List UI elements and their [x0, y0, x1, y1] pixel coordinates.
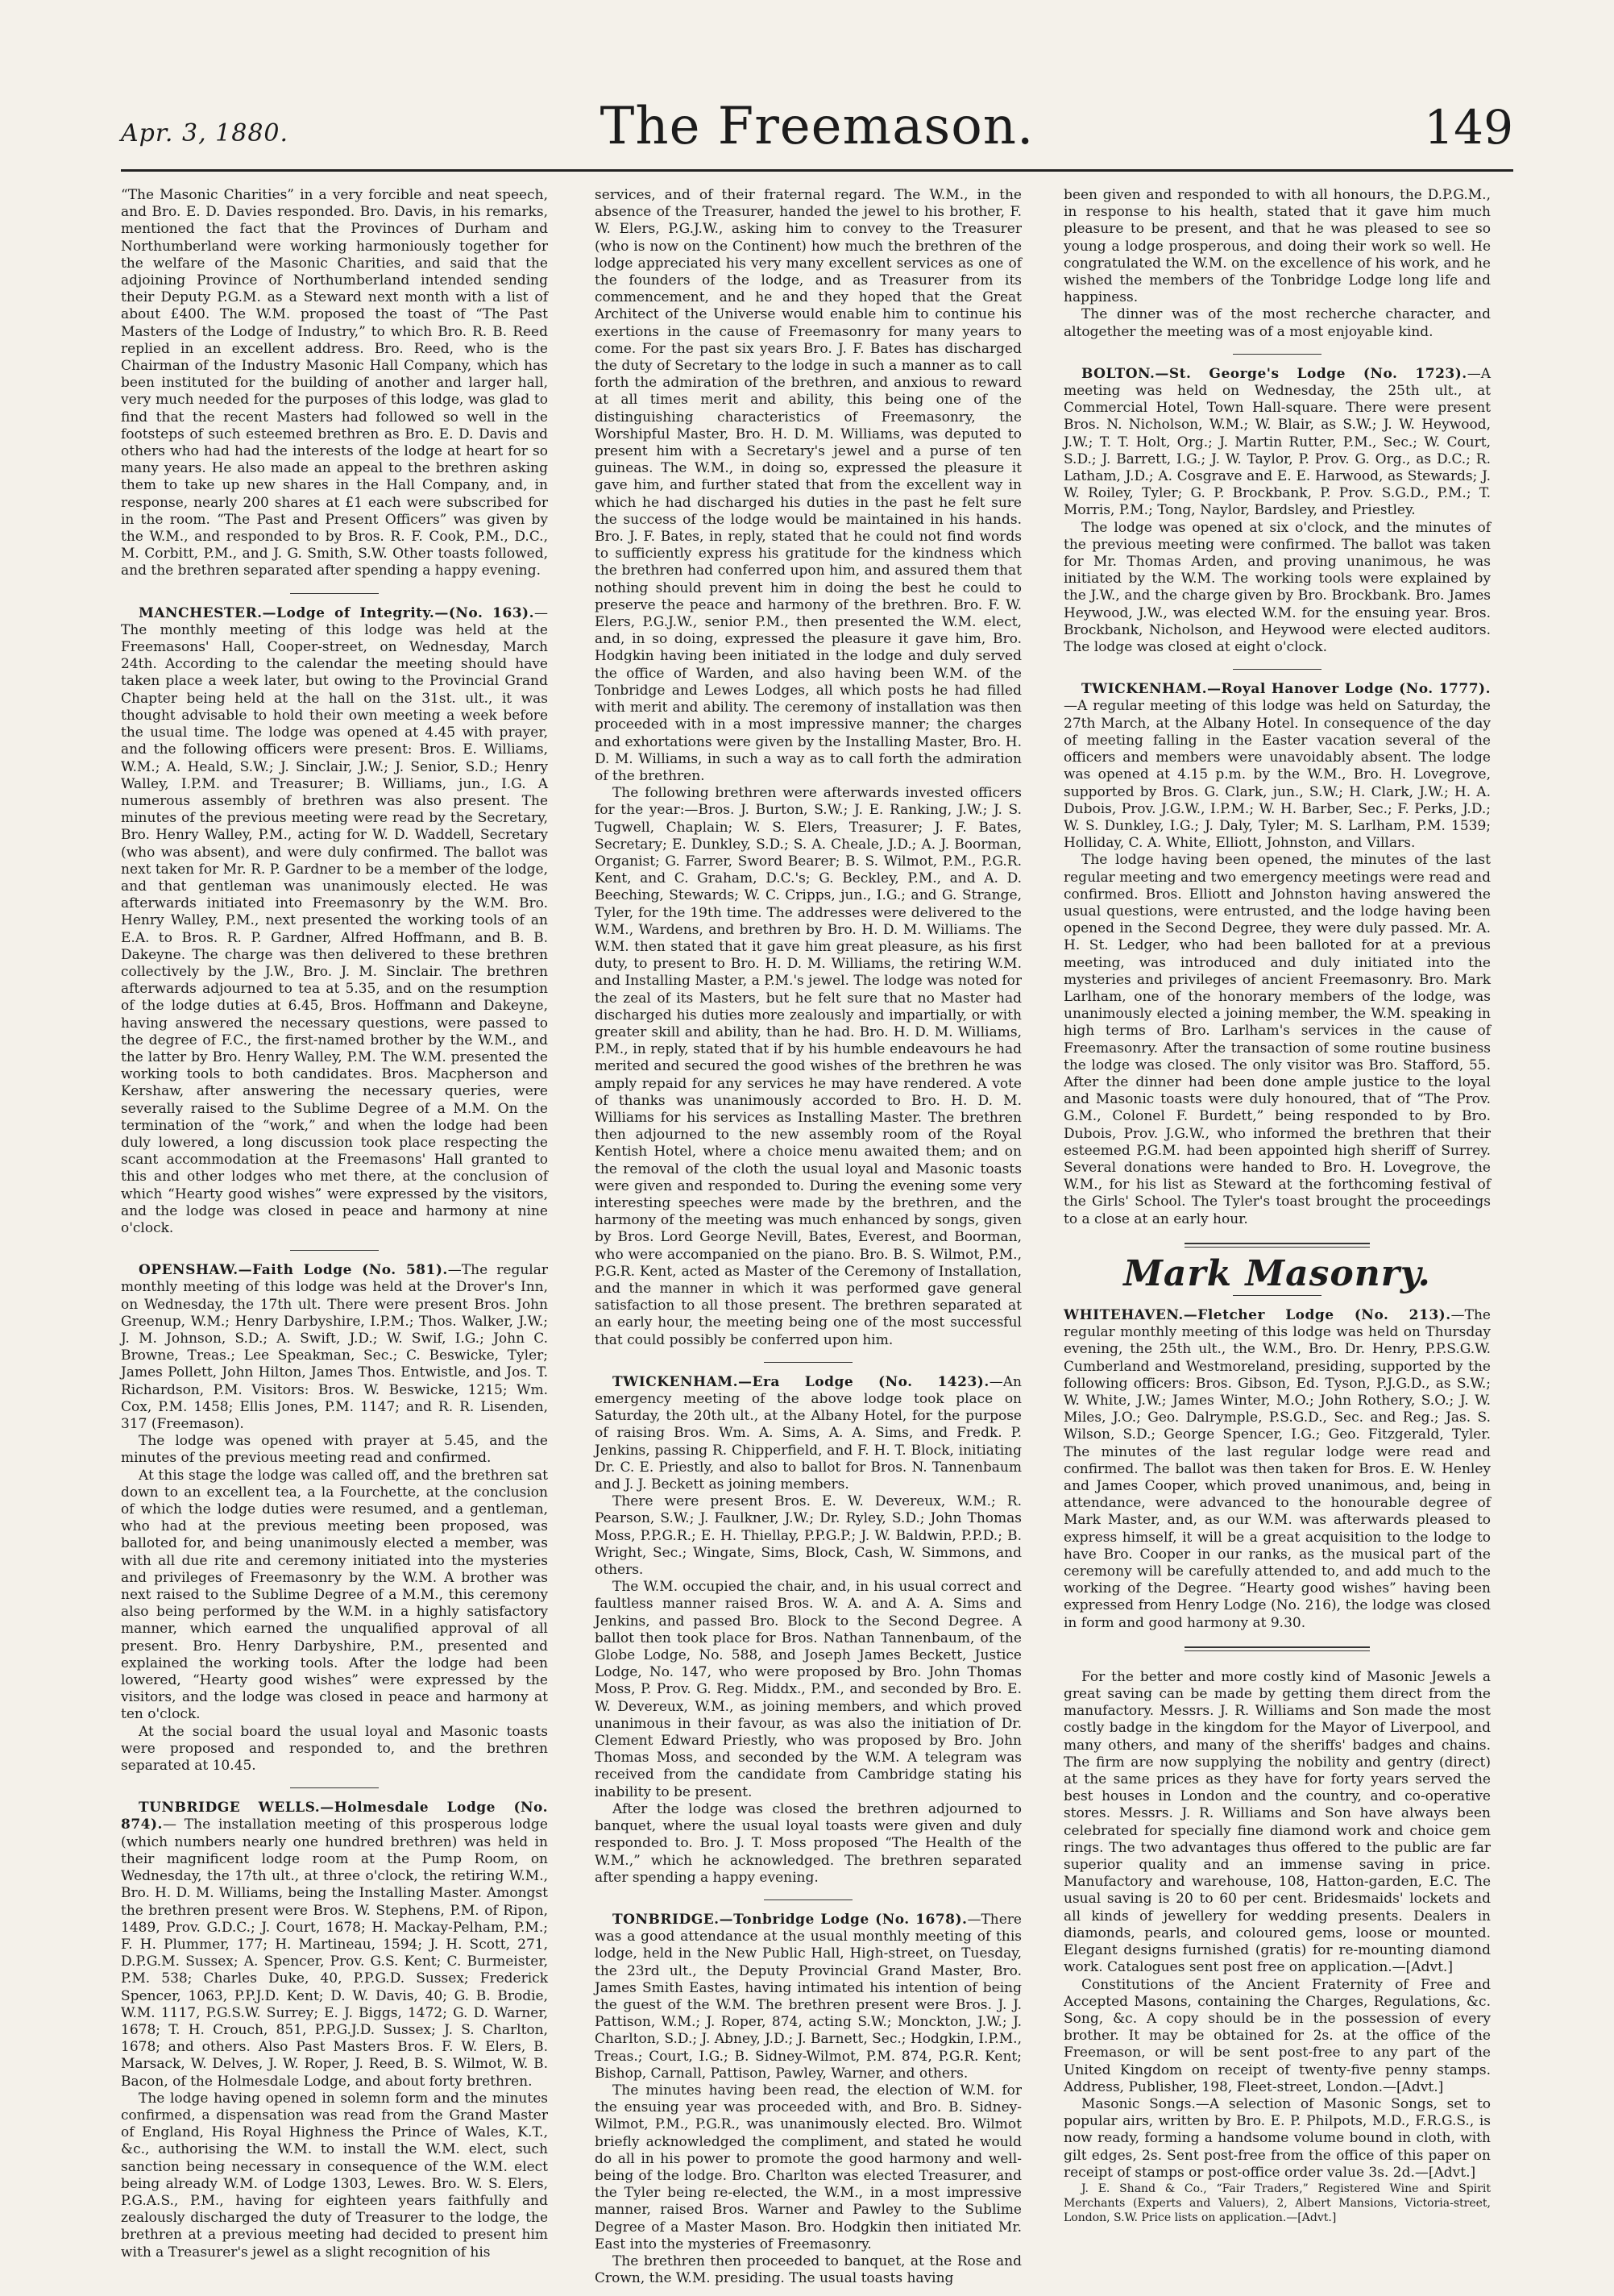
masthead-rule — [121, 169, 1513, 172]
article-text: The brethren then proceeded to banquet, at the Rose and Crown, the W.M. presiding. The usual toasts having — [595, 2252, 1022, 2287]
article-paragraph — [1064, 1977, 1491, 2096]
article-text: Constitutions of the Ancient Fraternity of Free and Accepted Masons, containing the Charges, Regulations, &c. Song, &c. A copy should be in the possession of every brother. It may be obtained for 2s. at the office of the Freemason, or will be sent post-free to any part of the United Kingdom on receipt of twenty-five penny stamps. Address, Publisher, 198, Fleet-street, London.—[Advt.] — [1064, 1976, 1491, 2095]
section-rule — [1233, 354, 1321, 355]
article-text: The minutes having been read, the election of W.M. for the ensuing year was proceeded with, and Bro. B. Sidney-Wilmot, P.M., P.G.R., was unanimously elected. Bro. Wilmot briefly acknowledged the compliment, and stated he would do all in his power to promote the good harmony and well-being of the lodge. Bro. Charlton was elected Treasurer, and the Tyler being re-elected, the W.M., in a most impressive manner, raised Bros. Warner and Pawley to the Sublime Degree of a Master Mason. Bro. Hodgkin then initiated Mr. East into the mysteries of Freemasonry. — [595, 2082, 1022, 2252]
article-paragraph — [121, 605, 548, 1238]
article-paragraph — [595, 1801, 1022, 1887]
column-3 — [1064, 187, 1491, 2250]
column-1 — [121, 187, 548, 2261]
article-text: —A regular meeting of this lodge was held on Saturday, the 27th March, at the Albany Hotel. In consequence of the day of meeting falling in the Easter vacation several of the officers and members were unavoidably absent. The lodge was opened at 4.15 p.m. by the W.M., Bro. H. Lovegrove, supported by Bros. G. Clark, jun., S.W.; H. Clark, J.W.; H. A. Dubois, Prov. J.G.W., I.P.M.; W. H. Barber, Sec.; F. Perks, J.D.; W. S. Dunkley, I.G.; J. Daly, Tyler; M. S. Larlham, P.M. 1539; Holliday, C. A. White, Elliott, Johnston, and Villars. — [1064, 698, 1491, 852]
article-heading: TONBRIDGE.—Tonbridge Lodge (No. 1678). — [612, 1911, 968, 1928]
article-paragraph — [595, 1579, 1022, 1801]
article-text: After the lodge was closed the brethren adjourned to banquet, where the usual loyal toasts were given and duly responded to. Bro. J. T. Moss proposed “The Health of the W.M.,” which he acknowledged. The brethren separated after spending a happy evening. — [595, 1800, 1022, 1886]
article-heading: TWICKENHAM.—Era Lodge (No. 1423). — [612, 1373, 990, 1390]
section-rule — [1233, 1295, 1321, 1296]
article-text: —There was a good attendance at the usual monthly meeting of this lodge, held in the New Public Hall, High-street, on Tuesday, the 23rd ult., the Deputy Provincial Grand Master, Bro. James Smith Eastes, having intimated his intention of being the guest of the W.M. The brethren present were Bros. J. J. Pattison, W.M.; J. Roper, 874, acting S.W.; Monckton, J.W.; J. Charlton, S.D.; J. Abney, J.D.; J. Barnett, Sec.; Hodgkin, I.P.M., Treas.; Court, I.G.; B. Sidney-Wilmot, P.M. 874, P.G.R. Kent; Bishop, Carnall, Pattison, Pawley, Warner, and others. — [595, 1911, 1022, 2082]
article-paragraph — [121, 2090, 548, 2261]
section-rule — [764, 1899, 853, 1900]
article-text: The lodge was opened at six o'clock, and the minutes of the previous meeting were confirmed. The ballot was taken for Mr. Thomas Arden, and proving unanimous, he was initiated by the W.M. The working tools were explained by the J.W., and the charge given by Bro. Brockbank. Bro. James Heywood, J.W., was elected W.M. for the ensuing year. Bros. Brockbank, Nicholson, and Heywood were elected auditors. The lodge was closed at eight o'clock. — [1064, 519, 1491, 656]
article-text: At this stage the lodge was called off, and the brethren sat down to an excellent tea, a la Fourchette, at the conclusion of which the lodge duties were resumed, and a gentleman, who had at the previous meeting been proposed, was balloted for, and being unanimously elected a member, was with all due rite and ceremony initiated into the mysteries and privileges of Freemasonry by the W.M. A brother was next raised to the Sublime Degree of a M.M., this ceremony also being performed by the W.M. in a highly satisfactory manner, which earned the unqualified approval of all present. Bro. Henry Darbyshire, P.M., presented and explained the working tools. After the lodge had been lowered, “Hearty good wishes” were expressed by the visitors, and the lodge was closed in peace and harmony at ten o'clock. — [121, 1467, 548, 1723]
section-double-rule — [1185, 1646, 1370, 1651]
article-heading: MANCHESTER.—Lodge of Integrity.—(No. 163). — [139, 604, 534, 621]
article-text: The lodge was opened with prayer at 5.45, and the minutes of the previous meeting read and confirmed. — [121, 1433, 548, 1467]
section-rule — [764, 1362, 853, 1363]
article-heading: WHITEHAVEN.—Fletcher Lodge (No. 213). — [1064, 1306, 1451, 1323]
masthead — [121, 97, 1513, 156]
page-number: 149 — [1424, 100, 1513, 155]
article-text: —An emergency meeting of the above lodge took place on Saturday, the 20th ult., at the Albany Hotel, for the purpose of raising Bros. Wm. A. Sims, A. A. Sims, and Fredk. P. Jenkins, passing R. Chipperfield, and F. H. T. Block, initiating Dr. C. E. Priestly, and also to ballot for Bros. N. Tannenbaum and J. J. Beckett as joining members. — [595, 1373, 1022, 1493]
section-rule — [290, 593, 379, 594]
article-paragraph — [121, 1433, 548, 1467]
article-paragraph — [595, 1374, 1022, 1493]
article-paragraph — [1064, 681, 1491, 852]
article-text: — The installation meeting of this prosperous lodge (which numbers nearly one hundred brethren) was held in their magnificent lodge room at the Pump Room, on Wednesday, the 17th ult., at three o'clock, the retiring W.M., Bro. H. D. M. Williams, being the Installing Master. Amongst the brethren present were Bros. W. Stephens, P.M. of Ripon, 1489, Prov. G.D.C.; J. Court, 1678; H. Mackay-Pelham, P.M.; F. H. Plummer, 177; H. Martineau, 1594; J. H. Scott, 271, D.P.G.M. Sussex; A. Spencer, Prov. G.S. Kent; C. Burmeister, P.M. 538; Charles Duke, 40, P.P.G.D. Sussex; Frederick Spencer, 1063, P.P.J.D. Kent; D. W. Davis, 40; G. B. Brodie, W.M. 1117, P.G.S.W. Surrey; E. J. Biggs, 1472; G. D. Warner, 1678; T. H. Crouch, 851, P.P.G.J.D. Sussex; J. S. Charlton, 1678; and others. Also Past Masters Bros. F. W. Elers, B. Marsack, W. Delves, J. W. Roper, J. Reed, B. S. Wilmot, W. B. Bacon, of the Holmesdale Lodge, and about forty brethren. — [121, 1816, 548, 2090]
article-paragraph — [1064, 366, 1491, 520]
article-paragraph — [595, 1912, 1022, 2082]
article-text: The dinner was of the most recherche character, and altogether the meeting was of a most enjoyable kind. — [1064, 306, 1491, 340]
article-text: At the social board the usual loyal and Masonic toasts were proposed and responded to, and the brethren separated at 10.45. — [121, 1723, 548, 1775]
article-paragraph — [1064, 1307, 1491, 1632]
article-paragraph — [121, 1468, 548, 1724]
article-text: —The monthly meeting of this lodge was held at the Freemasons' Hall, Cooper-street, on Wednesday, March 24th. According to the calendar the meeting should have taken place a week later, but owing to the Provincial Grand Chapter being held at the hall on the 31st. ult., it was thought advisable to hold their own meeting a week before the usual time. The lodge was opened at 4.45 with prayer, and the following officers were present: Bros. E. Williams, W.M.; A. Heald, S.W.; J. Sinclair, J.W.; J. Senior, S.D.; Henry Walley, I.P.M. and Treasurer; B. Williams, jun., I.G. A numerous assembly of brethren was also present. The minutes of the previous meeting were read by the Secretary, Bro. Henry Walley, P.M., acting for W. D. Waddell, Secretary (who was absent), and were duly confirmed. The ballot was next taken for Mr. R. P. Gardner to be a member of the lodge, and that gentleman was unanimously elected. He was afterwards initiated into Freemasonry by the W.M. Bro. Henry Walley, P.M., next presented the working tools of an E.A. to Bros. R. P. Gardner, Alfred Hoffmann, and B. B. Dakeyne. The charge was then delivered to these brethren collectively by the J.W., Bro. J. M. Sinclair. The brethren afterwards adjourned to tea at 5.35, and on the resumption of the lodge duties at 6.45, Bros. Hoffmann and Dakeyne, having answered the necessary questions, were passed to the degree of F.C., the first-named brother by the W.M., and the latter by Bro. Henry Walley, P.M. The W.M. presented the working tools to both candidates. Bros. Macpherson and Kershaw, after answering the necessary queries, were severally raised to the Sublime Degree of a M.M. On the termination of the “work,” and when the lodge had been duly lowered, a long discussion took place respecting the scant accommodation at the Freemasons' Hall granted to this and other lodges who met there, at the conclusion of which “Hearty good wishes” were expressed by the visitors, and the lodge was closed in peace and harmony at nine o'clock. — [121, 604, 548, 1236]
article-paragraph — [121, 187, 548, 580]
section-double-rule — [1185, 1243, 1370, 1248]
article-paragraph — [1064, 2096, 1491, 2182]
article-text: There were present Bros. E. W. Devereux, W.M.; R. Pearson, S.W.; J. Faulkner, J.W.; Dr. Ryley, S.D.; John Thomas Moss, P.P.G.R.; E. H. Thiellay, P.P.G.P.; J. W. Baldwin, P.P.D.; B. Wright, Sec.; Wingate, Sims, Block, Cash, W. Simmons, and others. — [595, 1493, 1022, 1579]
article-heading: OPENSHAW.—Faith Lodge (No. 581). — [139, 1262, 448, 1279]
article-paragraph — [1064, 187, 1491, 306]
article-text: The following brethren were afterwards invested officers for the year:—Bros. J. Burton, S.W.; J. E. Ranking, J.W.; J. S. Tugwell, Chaplain; W. S. Elers, Treasurer; J. F. Bates, Secretary; E. Dunkley, S.D.; S. A. Cheale, J.D.; A. J. Boorman, Organist; G. Farrer, Sword Bearer; B. S. Wilmot, P.M., P.G.R. Kent, and C. Graham, D.C.'s; G. Beckley, P.M., and A. D. Beeching, Stewards; W. C. Cripps, jun., I.G.; and G. Strange, Tyler, for the 19th time. The addresses were delivered to the W.M., Wardens, and brethren by Bro. H. D. M. Williams. The W.M. then stated that it gave him great pleasure, as his first duty, to present to Bro. H. D. M. Williams, the retiring W.M. and Installing Master, a P.M.'s jewel. The lodge was noted for the zeal of its Masters, but he felt sure that no Master had discharged his duties more zealously and impartially, or with greater skill and ability, than he had. Bro. H. D. M. Williams, P.M., in reply, stated that if by his humble endeavours he had merited and secured the good wishes of the brethren he was amply repaid for any services he may have rendered. A vote of thanks was unanimously accorded to Bro. H. D. M. Williams for his services as Installing Master. The brethren then adjourned to the new assembly room of the Royal Kentish Hotel, where a choice menu awaited them; and on the removal of the cloth the usual loyal and Masonic toasts were given and responded to. During the evening some very interesting speeches were made by the brethren, and the harmony of the meeting was much enhanced by songs, given by Bros. Lord George Nevill, Bates, Everest, and Boorman, who were accompanied on the piano. Bro. B. S. Wilmot, P.M., P.G.R. Kent, acted as Master of the Ceremony of Installation, and the manner in which it was performed gave general satisfaction to all those present. The brethren separated at an early hour, the meeting being one of the most successful that could possibly be conferred upon him. — [595, 785, 1022, 1348]
article-heading: TWICKENHAM.—Royal Hanover Lodge (No. 1777). — [1081, 681, 1491, 698]
article-text: Masonic Songs.—A selection of Masonic Songs, set to popular airs, written by Bro. E. P. Philpots, M.D., F.R.G.S., is now ready, forming a handsome volume bound in cloth, with gilt edges, 2s. Sent post-free from the office of this paper on receipt of stamps or post-office order value 3s. 2d.—[Advt.] — [1064, 2095, 1491, 2181]
column-2 — [595, 187, 1022, 2287]
article-text: been given and responded to with all honours, the D.P.G.M., in response to his health, stated that it gave him much pleasure to be present, and that he was pleased to see so young a lodge prosperous, and doing their work so well. He congratulated the W.M. on the excellence of his work, and he wished the members of the Tonbridge Lodge long life and happiness. — [1064, 187, 1491, 306]
article-text: J. E. Shand & Co., “Fair Traders,” Registered Wine and Spirit Merchants (Experts and Valuers), 2, Albert Mansions, Victoria-street, London, S.W. Price lists on application.—[Advt.] — [1064, 2182, 1491, 2224]
issue-date: Apr. 3, 1880. — [121, 119, 289, 147]
article-paragraph — [595, 187, 1022, 785]
article-text: services, and of their fraternal regard. The W.M., in the absence of the Treasurer, handed the jewel to his brother, F. W. Elers, P.G.J.W., asking him to convey to the Treasurer (who is now on the Continent) how much the brethren of the lodge appreciated his very many excellent services as one of the founders of the lodge, and as Treasurer from its commencement, and he and they hoped that the Great Architect of the Universe would enable him to continue his exertions in the cause of Freemasonry for many years to come. For the past six years Bro. J. F. Bates has discharged the duty of Secretary to the lodge in such a manner as to call forth the admiration of the brethren, and anxious to reward at all times merit and ability, this being one of the distinguishing characteristics of Freemasonry, the Worshipful Master, Bro. H. D. M. Williams, was deputed to present him with a Secretary's jewel and a purse of ten guineas. The W.M., in doing so, expressed the pleasure it gave him, and further stated that from the excellent way in which he had discharged his duties in the past he felt sure the success of the lodge would be maintained in his hands. Bro. J. F. Bates, in reply, stated that he could not find words to sufficiently express his gratitude for the kindness which the brethren had conferred upon him, and assured them that nothing should prevent him in doing the best he could to preserve the peace and harmony of the brethren. Bro. F. W. Elers, P.G.J.W., senior P.M., then presented the W.M. elect, and, in so doing, expressed the pleasure it gave him, Bro. Hodgkin having been initiated in the lodge and duly served the office of Warden, and also having been W.M. of the Tonbridge and Lewes Lodges, all which posts he had filled with merit and ability. The ceremony of installation was then proceeded with in a most impressive manner; the charges and exhortations were given by the Installing Master, Bro. H. D. M. Williams, in such a way as to call forth the admiration of the brethren. — [595, 187, 1022, 784]
newspaper-title: The Freemason. — [600, 97, 1035, 156]
article-paragraph — [1064, 1669, 1491, 1977]
article-text: —A meeting was held on Wednesday, the 25th ult., at Commercial Hotel, Town Hall-square. There were present Bros. N. Nicholson, W.M.; W. Blair, as S.W.; J. W. Heywood, J.W.; T. T. Holt, Org.; J. Martin Rutter, P.M., Sec.; W. Court, S.D.; J. Barrett, I.G.; J. W. Taylor, P. Prov. G. Org., as D.C.; R. Latham, J.D.; A. Cosgrave and E. E. Harwood, as Stewards; J. W. Roiley, Tyler; G. P. Brockbank, P. Prov. S.G.D., P.M.; T. Morris, P.M.; Tong, Naylor, Bardsley, and Priestley. — [1064, 365, 1491, 519]
article-heading: BOLTON.—St. George's Lodge (No. 1723). — [1081, 365, 1467, 382]
article-heading: TUNBRIDGE WELLS.—Holmesdale Lodge (No. 874). — [121, 1800, 548, 1833]
article-paragraph — [121, 1724, 548, 1775]
article-text: The lodge having been opened, the minutes of the last regular meeting and two emergency meetings were read and confirmed. Bros. Elliott and Johnston having answered the usual questions, were entrusted, and the lodge having been opened in the Second Degree, they were duly passed. Mr. A. H. St. Ledger, who had been balloted for at a previous meeting, was introduced and duly initiated into the mysteries and privileges of ancient Freemasonry. Bro. Mark Larlham, one of the honorary members of the lodge, was unanimously elected a joining member, the W.M. speaking in high terms of Bro. Larlham's services in the cause of Freemasonry. After the transaction of some routine business the lodge was closed. The only visitor was Bro. Stafford, 55. After the dinner had been done ample justice to the loyal and Masonic toasts were duly honoured, that of “The Prov. G.M., Colonel F. Burdett,” being responded to by Bro. Dubois, Prov. J.G.W., who informed the brethren that their esteemed P.G.M. had been appointed high sheriff of Surrey. Several donations were handed to Bro. H. Lovegrove, the W.M., for his list as Steward at the forthcoming festival of the Girls' School. The Tyler's toast brought the proceedings to a close at an early hour. — [1064, 852, 1491, 1227]
article-paragraph — [1064, 852, 1491, 1227]
section-rule — [290, 1250, 379, 1251]
article-text: —The regular monthly meeting of this lodge was held on Thursday evening, the 25th ult., the W.M., Bro. Dr. Henry, P.P.S.G.W. Cumberland and Westmoreland, presiding, supported by the following officers: Bros. Gibson, Ed. Tyson, P.J.G.D., as S.W.; W. White, J.W.; James Winter, M.O.; John Rothery, S.O.; J. W. Miles, J.O.; Geo. Dalrymple, P.S.G.D., Sec. and Reg.; Jas. S. Wilson, S.D.; George Spencer, I.G.; Geo. Fitzgerald, Tyler. The minutes of the last regular lodge were read and confirmed. The ballot was then taken for Bros. E. W. Henley and James Cooper, which proved unanimous, and, being in attendance, were advanced to the honourable degree of Mark Master, and, as our W.M. was afterwards pleased to express himself, it will be a great acquisition to the lodge to have Bro. Cooper in our ranks, as the musical part of the ceremony will be carefully attended to, and add much to the working of the Degree. “Hearty good wishes” having been expressed from Henry Lodge (No. 216), the lodge was closed in form and good harmony at 9.30. — [1064, 1306, 1491, 1631]
article-paragraph — [595, 785, 1022, 1349]
section-rule — [290, 1787, 379, 1788]
section-heading: Mark Masonry. — [1123, 1252, 1431, 1294]
article-paragraph — [121, 1262, 548, 1433]
article-text: The W.M. occupied the chair, and, in his usual correct and faultless manner raised Bros. W. A. and A. A. Sims and Jenkins, and passed Bro. Block to the Second Degree. A ballot then took place for Bros. Nathan Tannenbaum, of the Globe Lodge, No. 588, and Joseph James Beckett, Justice Lodge, No. 147, who were proposed by Bro. John Thomas Moss, P. Prov. G. Reg. Middx., P.M., and seconded by Bro. E. W. Devereux, W.M., as joining members, and which proved unanimous in their favour, as was also the initiation of Dr. Clement Edward Priestly, who was proposed by Bro. John Thomas Moss, and seconded by the W.M. A telegram was received from the candidate from Cambridge stating his inability to be present. — [595, 1579, 1022, 1800]
article-text: For the better and more costly kind of Masonic Jewels a great saving can be made by getting them direct from the manufactory. Messrs. J. R. Williams and Son made the most costly badge in the kingdom for the Mayor of Liverpool, and many others, and many of the sheriffs' badges and chains. The firm are now supplying the nobility and gentry (direct) at the same prices as they have for forty years served the best houses in London and the country, and co-operative stores. Messrs. J. R. Williams and Son have always been celebrated for specially fine diamond work and choice gem rings. The two advantages thus offered to the public are far superior quality and an immense saving in price. Manufactory and warehouse, 108, Hatton-garden, E.C. The usual saving is 20 to 60 per cent. Bridesmaids' lockets and all kinds of jewellery for wedding presents. Dealers in diamonds, pearls, and coloured gems, loose or mounted. Elegant designs furnished (gratis) for re-mounting diamond work. Catalogues sent post free on application.—[Advt.] — [1064, 1668, 1491, 1976]
article-text: The lodge having opened in solemn form and the minutes confirmed, a dispensation was read from the Grand Master of England, His Royal Highness the Prince of Wales, K.T., &c., authorising the W.M. to install the W.M. elect, such sanction being necessary in consequence of the W.M. elect being already W.M. of Lodge 1303, Lewes. Bro. W. S. Elers, P.G.A.S., P.M., having for eighteen years faithfully and zealously discharged the duty of Treasurer to the lodge, the brethren at a previous meeting had decided to present him with a Treasurer's jewel as a slight recognition of his — [121, 2090, 548, 2261]
article-text: “The Masonic Charities” in a very forcible and neat speech, and Bro. E. D. Davies responded. Bro. Davis, in his remarks, mentioned the fact that the Provinces of Durham and Northumberland were working harmoniously together for the welfare of the Masonic Charities, and said that the adjoining Province of Northumberland intended sending their Deputy P.G.M. as a Steward next month with a list of about £400. The W.M. proposed the toast of “The Past Masters of the Lodge of Industry,” to which Bro. R. B. Reed replied in an excellent address. Bro. Reed, who is the Chairman of the Industry Masonic Hall Company, which has been instituted for the building of another and larger hall, very much needed for the purposes of this lodge, was glad to find that the recent Masters had followed so well in the footsteps of such esteemed brethren as Bro. E. D. Davis and others who had had the interests of the lodge at heart for so many years. He also made an appeal to the brethren asking them to take up new shares in the Hall Company, and, in response, nearly 200 shares at £1 each were subscribed for in the room. “The Past and Present Officers” was given by the W.M., and responded to by Bros. R. F. Cook, P.M., D.C., M. Corbitt, P.M., and J. G. Smith, S.W. Other toasts followed, and the brethren separated after spending a happy evening. — [121, 187, 548, 579]
article-paragraph — [595, 2253, 1022, 2287]
article-paragraph — [1064, 2182, 1491, 2225]
section-rule — [1233, 669, 1321, 670]
article-paragraph — [121, 1800, 548, 2090]
article-paragraph — [1064, 520, 1491, 657]
article-paragraph — [595, 2082, 1022, 2253]
article-paragraph — [595, 1493, 1022, 1579]
article-paragraph — [1064, 306, 1491, 340]
article-text: —The regular monthly meeting of this lodge was held at the Drover's Inn, on Wednesday, the 17th ult. There were present Bros. John Greenup, W.M.; Henry Darbyshire, I.P.M.; Thos. Walker, J.W.; J. M. Johnson, S.D.; A. Swift, J.D.; W. Swif, I.G.; John C. Browne, Treas.; Lee Speakman, Sec.; C. Beswicke, Tyler; James Pollett, John Hilton, James Thos. Entwistle, and Jos. T. Richardson, P.M. Visitors: Bros. W. Beswicke, 1215; Wm. Cox, P.M. 1458; Ellis Jones, P.M. 1147; and R. R. Lisenden, 317 (Freemason). — [121, 1262, 548, 1433]
